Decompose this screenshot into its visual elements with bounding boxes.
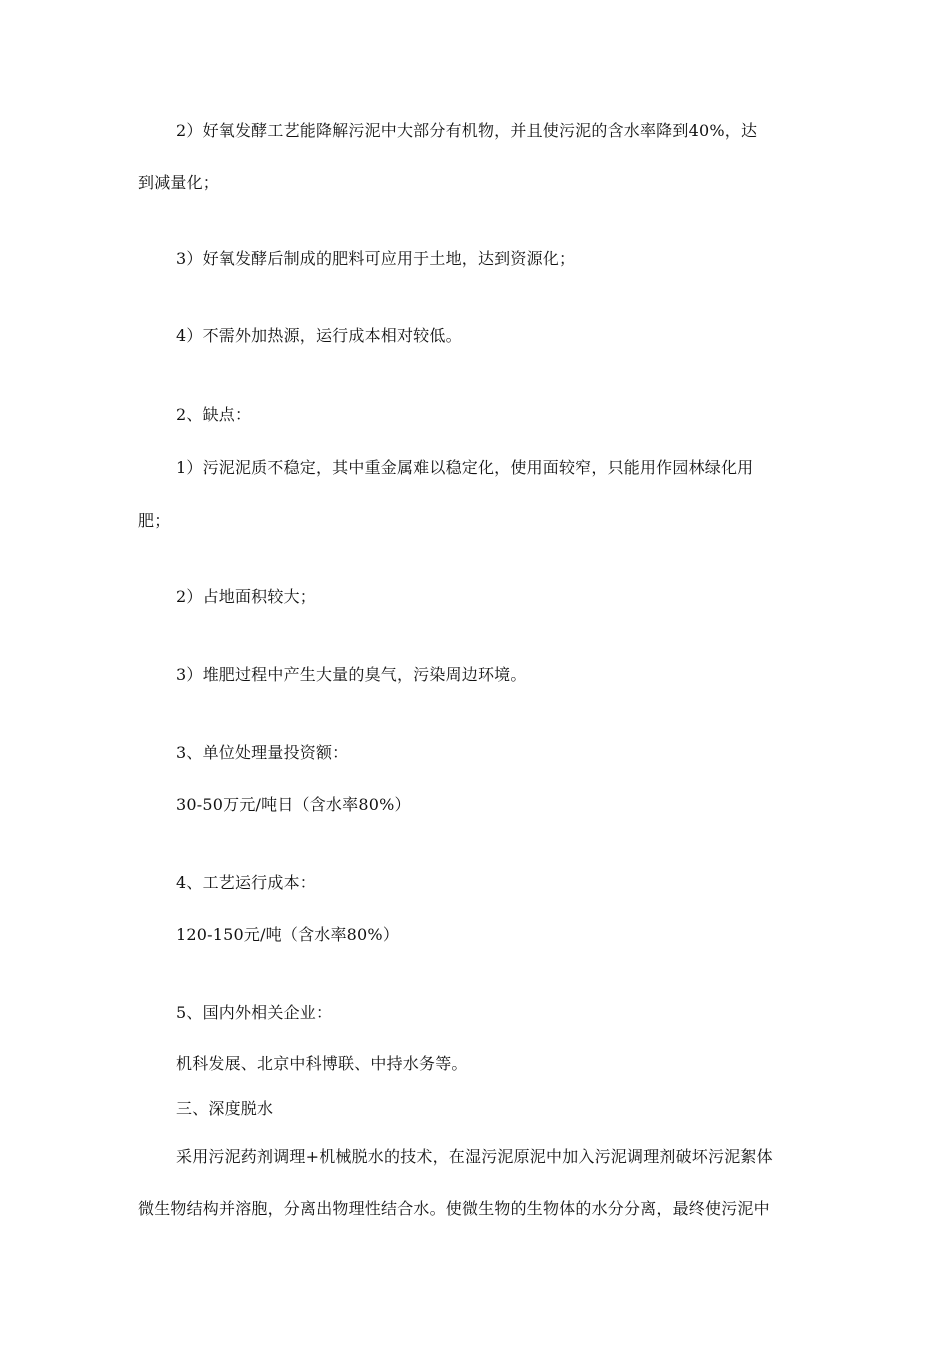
disadvantage-item-1-line-2: 肥； [138,511,171,530]
disadvantage-item-3: 3）堆肥过程中产生大量的臭气，污染周边环境。 [176,665,527,684]
advantage-item-4: 4）不需外加热源，运行成本相对较低。 [176,326,462,345]
operating-cost-value: 120-150元/吨（含水率80%） [176,925,400,944]
disadvantage-item-2: 2）占地面积较大； [176,587,316,606]
section-heading-deep-dewatering: 三、深度脱水 [176,1099,274,1118]
advantage-item-2-line-2: 到减量化； [138,173,220,192]
advantage-item-2-line-1: 2）好氧发酵工艺能降解污泥中大部分有机物，并且使污泥的含水率降到40%，达 [176,121,758,140]
deep-dewatering-paragraph-line-1: 采用污泥药剂调理+机械脱水的技术，在湿污泥原泥中加入污泥调理剂破坏污泥絮体 [176,1147,773,1166]
section-heading-disadvantages: 2、缺点： [176,405,252,424]
deep-dewatering-paragraph-line-2: 微生物结构并溶胞，分离出物理性结合水。使微生物的生物体的水分分离，最终使污泥中 [138,1199,770,1218]
companies-list: 机科发展、北京中科博联、中持水务等。 [176,1054,468,1073]
advantage-item-3: 3）好氧发酵后制成的肥料可应用于土地，达到资源化； [176,249,576,268]
disadvantage-item-1-line-1: 1）污泥泥质不稳定，其中重金属难以稳定化，使用面较窄，只能用作园林绿化用 [176,458,754,477]
investment-value: 30-50万元/吨日（含水率80%） [176,795,411,814]
section-heading-operating-cost: 4、工艺运行成本： [176,873,316,892]
section-heading-investment: 3、单位处理量投资额： [176,743,349,762]
section-heading-companies: 5、国内外相关企业： [176,1003,333,1022]
